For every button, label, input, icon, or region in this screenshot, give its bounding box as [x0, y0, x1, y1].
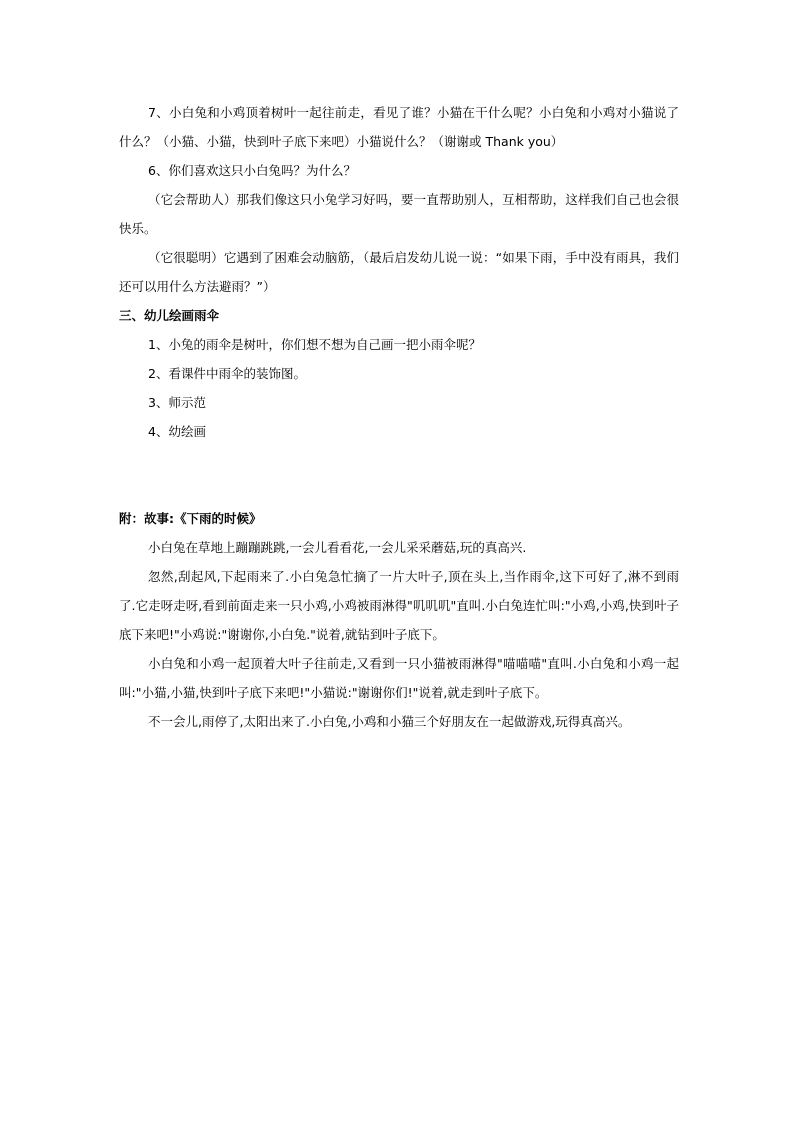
document-body [119, 98, 679, 736]
step-1: 1、小兔的雨伞是树叶，你们想不想为自己画一把小雨伞呢？ [148, 337, 481, 352]
section-3-title: 三、幼儿绘画雨伞 [119, 308, 220, 323]
section-gap [119, 446, 679, 504]
answer-clever: （它很聪明）它遇到了困难会动脑筋，（最后启发幼儿说一说：“如果下雨，手中没有雨具，我们还可以用什么方法避雨？”） [119, 250, 679, 294]
story-paragraph-2: 忽然,刮起风,下起雨来了.小白兔急忙摘了一片大叶子,顶在头上,当作雨伞,这下可好了,淋不到雨了.它走呀走呀,看到前面走来一只小鸡,小鸡被雨淋得"叽叽叽"直叫.小白兔连忙叫:"小鸡,小鸡,快到叶子底下来吧!"小鸡说:"谢谢你,小白兔."说着,就钻到叶子底下。 [119, 569, 679, 642]
story-paragraph-3: 小白兔和小鸡一起顶着大叶子往前走,又看到一只小猫被雨淋得"喵喵喵"直叫.小白兔和小鸡一起叫:"小猫,小猫,快到叶子底下来吧!"小猫说:"谢谢你们!"说着,就走到叶子底下。 [119, 656, 679, 700]
question-6: 6、你们喜欢这只小白兔吗？为什么？ [148, 163, 356, 178]
story-title: 附：故事:《下雨的时候》 [119, 511, 262, 526]
answer-helps-others: （它会帮助人）那我们像这只小兔学习好吗，要一直帮助别人，互相帮助，这样我们自己也会很快乐。 [119, 192, 679, 236]
step-2: 2、看课件中雨伞的装饰图。 [148, 366, 306, 381]
question-7: 7、小白兔和小鸡顶着树叶一起往前走，看见了谁？小猫在干什么呢？小白兔和小鸡对小猫说了什么？（小猫、小猫，快到叶子底下来吧）小猫说什么？（谢谢或 Thank you） [119, 105, 679, 149]
story-paragraph-1: 小白兔在草地上蹦蹦跳跳,一会儿看看花,一会儿采采蘑菇,玩的真高兴. [148, 540, 527, 555]
step-4: 4、幼绘画 [148, 424, 206, 439]
step-3: 3、师示范 [148, 395, 206, 410]
story-paragraph-4: 不一会儿,雨停了,太阳出来了.小白兔,小鸡和小猫三个好朋友在一起做游戏,玩得真高兴。 [148, 714, 631, 729]
